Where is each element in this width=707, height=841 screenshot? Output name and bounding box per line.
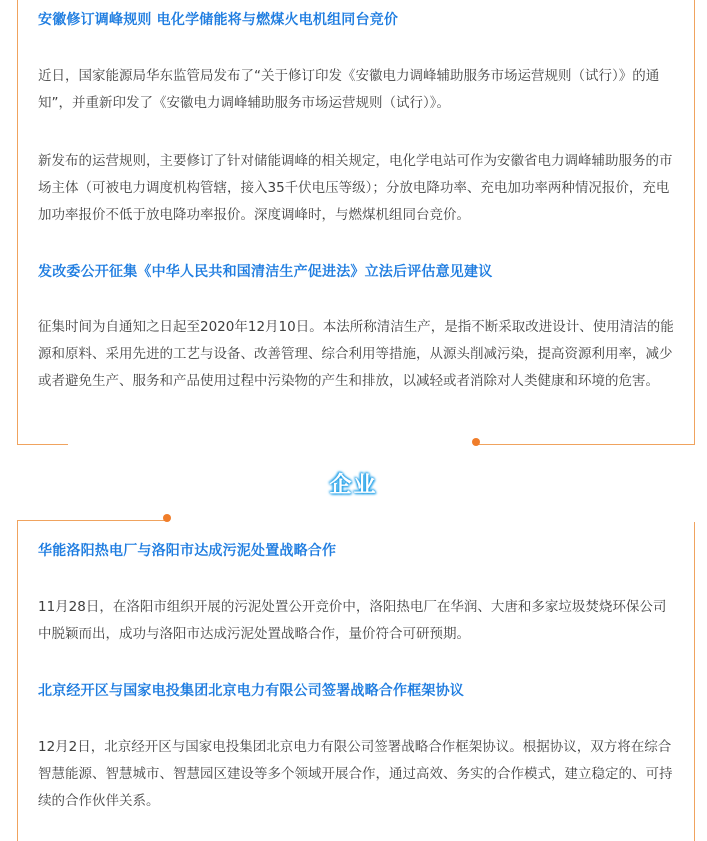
article-paragraph: 近日，国家能源局华东监管局发布了“关于修订印发《安徽电力调峰辅助服务市场运营规则（试行）》的通知”，并重新印发了《安徽电力调峰辅助服务市场运营规则（试行）》。 [38, 68, 660, 111]
article-title[interactable]: 安徽修订调峰规则 电化学储能将与燃煤火电机组同台竞价 [38, 12, 399, 28]
article-paragraph: 新发布的运营规则，主要修订了针对储能调峰的相关规定，电化学电站可作为安徽省电力调峰辅助服务的市场主体（可被电力调度机构管辖，接入35千伏电压等级）；分放电降功率、充电加功率两种情况报价，充电加功率报价不低于放电降功率报价。深度调峰时，与燃煤机组同台竞价。 [38, 153, 673, 223]
article-paragraph: 12月2日，北京经开区与国家电投集团北京电力有限公司签署战略合作框架协议。根据协议，双方将在综合智慧能源、智慧城市、智慧园区建设等多个领域开展合作，通过高效、务实的合作模式，建立稳定的、可持续的合作伙伴关系。 [38, 739, 673, 809]
frame-gap [168, 519, 696, 522]
decorative-dot [472, 438, 480, 446]
frame-gap [68, 443, 474, 446]
article-title[interactable]: 北京经开区与国家电投集团北京电力有限公司签署战略合作框架协议 [38, 683, 464, 699]
article-paragraph: 11月28日，在洛阳市组织开展的污泥处置公开竞价中，洛阳热电厂在华润、大唐和多家垃圾焚烧环保公司中脱颖而出，成功与洛阳市达成污泥处置战略合作，量价符合可研预期。 [38, 599, 667, 642]
article-paragraph: 征集时间为自通知之日起至2020年12月10日。本法所称清洁生产，是指不断采取改进设计、使用清洁的能源和原料、采用先进的工艺与设备、改善管理、综合利用等措施，从源头削减污染，提高资源利用率，减少或者避免生产、服务和产品使用过程中污染物的产生和排放，以减轻或者消除对人类健康和环境的危害。 [38, 319, 674, 389]
section-label-enterprise: 企业 [329, 473, 378, 498]
article-title[interactable]: 华能洛阳热电厂与洛阳市达成污泥处置战略合作 [38, 543, 337, 559]
decorative-dot [163, 514, 171, 522]
article-title[interactable]: 发改委公开征集《中华人民共和国清洁生产促进法》立法后评估意见建议 [38, 264, 493, 280]
